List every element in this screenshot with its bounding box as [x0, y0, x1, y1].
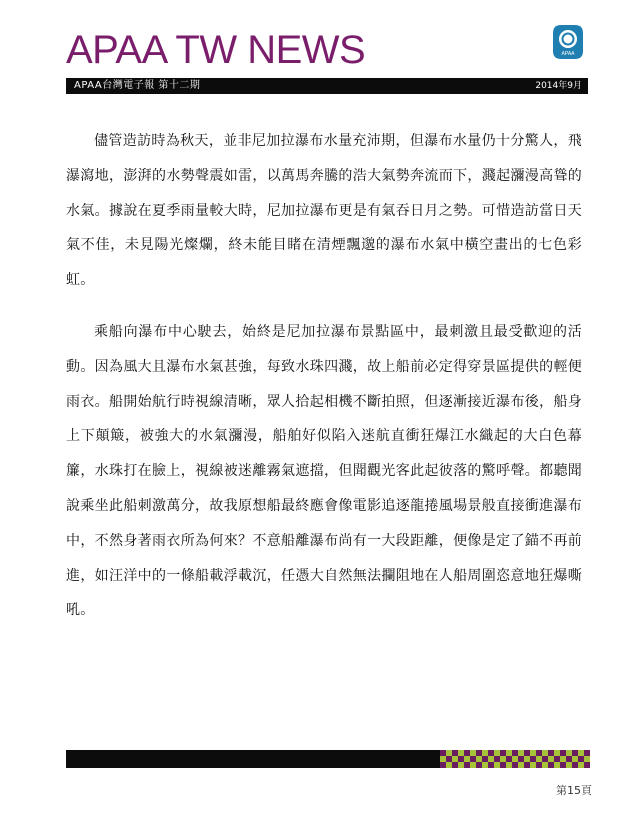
page-number: 第15頁 — [556, 784, 592, 797]
apaa-logo-graphic — [552, 24, 584, 60]
masthead-title: APAA TW NEWS — [66, 28, 366, 72]
logo-text: APAA — [561, 51, 575, 57]
issue-label: APAA台灣電子報 第十二期 — [74, 80, 201, 91]
article-body — [66, 124, 582, 645]
issue-date: 2014年9月 — [535, 81, 582, 91]
article-paragraph: 儘管造訪時為秋天，並非尼加拉瀑布水量充沛期，但瀑布水量仍十分驚人，飛瀑瀉地，澎湃的水勢聲震如雷，以萬馬奔騰的浩大氣勢奔流而下，濺起瀰漫高聳的水氣。據說在夏季雨量較大時，尼加拉瀑布更是有氣吞日月之勢。可惜造訪當日天氣不佳，未見陽光燦爛，終未能目睹在清煙飄邈的瀑布水氣中橫空畫出的七色彩虹。 — [66, 133, 582, 289]
header-bar — [66, 78, 588, 94]
apaa-logo-icon — [552, 24, 584, 60]
checkered-pattern — [440, 750, 590, 768]
checker-cell — [584, 762, 590, 768]
footer-bar — [66, 750, 440, 768]
article-paragraph: 乘船向瀑布中心駛去，始終是尼加拉瀑布景點區中，最刺激且最受歡迎的活動。因為風大且瀑布水氣甚強，每致水珠四濺，故上船前必定得穿景區提供的輕便雨衣。船開始航行時視線清晰，眾人拾起相機不斷拍照，但逐漸接近瀑布後，船身上下顛簸，被強大的水氣瀰漫，船舶好似陷入迷航直衝狂爆江水織起的大白色幕簾，水珠打在臉上，視線被迷離霧氣遮擋，但聞觀光客此起彼落的驚呼聲。都聽聞說乘坐此船刺激萬分，故我原想船最終應會像電影追逐龍捲風場景般直接衝進瀑布中，不然身著雨衣所為何來？不意船離瀑布尚有一大段距離，便像是定了錨不再前進，如汪洋中的一條船載浮載沉，任憑大自然無法攔阻地在人船周圍恣意地狂爆嘶吼。 — [66, 323, 582, 619]
